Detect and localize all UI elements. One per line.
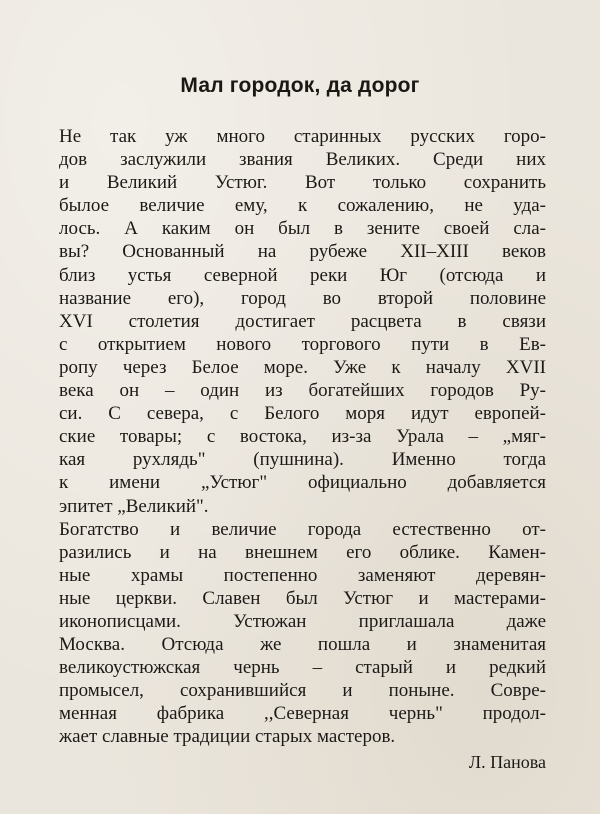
text-line: Москва. Отсюда же пошла и знаменитая <box>59 634 546 656</box>
paragraph-1 <box>59 125 546 518</box>
text-line: Не так уж много старинных русских горо- <box>59 126 546 147</box>
text-line: былое величие ему, к сожалению, не уда- <box>59 195 546 217</box>
article-title: Мал городок, да дорог <box>180 74 420 97</box>
text-line: лось. А каким он был в зените своей сла- <box>59 218 546 240</box>
text-line: промысел, сохранившийся и поныне. Совре- <box>59 680 546 702</box>
text-line: кая рухлядь" (пушнина). Именно тогда <box>59 449 546 471</box>
text-line: с открытием нового торгового пути в Ев- <box>59 333 546 355</box>
text-line: и Великий Устюг. Вот только сохранить <box>59 172 546 194</box>
text-line: название его), город во второй половине <box>59 287 546 309</box>
text-line: ропу через Белое море. Уже к началу XVII <box>59 356 546 378</box>
text-line: XVI столетия достигает расцвета в связи <box>59 310 546 332</box>
text-line: дов заслужили звания Великих. Среди них <box>59 149 546 171</box>
article-body <box>59 125 546 749</box>
text-line: близ устья северной реки Юг (отсюда и <box>59 264 546 286</box>
text-line: великоустюжская чернь – старый и редкий <box>59 657 546 679</box>
text-line: вы? Основанный на рубеже XII–XIII веков <box>59 241 546 263</box>
text-line: иконописцами. Устюжан приглашала даже <box>59 610 546 632</box>
text-line: века он – один из богатейших городов Ру- <box>59 380 546 402</box>
text-line: си. С севера, с Белого моря идут европей- <box>59 403 546 425</box>
author-signature: Л. Панова <box>468 752 546 772</box>
text-line: ные храмы постепенно заменяют деревян- <box>59 564 546 586</box>
text-line: менная фабрика ,,Северная чернь" продол- <box>59 703 546 725</box>
text-line: Богатство и величие города естественно от- <box>59 518 546 540</box>
text-line: разились и на внешнем его облике. Камен- <box>59 541 546 563</box>
text-line: ские товары; с востока, из-за Урала – „мяг- <box>59 426 546 448</box>
text-line: жает славные традиции старых мастеров. <box>59 726 396 748</box>
text-line: эпитет „Великий". <box>59 495 209 517</box>
text-line: ные церкви. Славен был Устюг и мастерами- <box>59 587 546 609</box>
text-line: к имени „Устюг" официально добавляется <box>59 472 546 494</box>
paragraph-2 <box>59 518 546 749</box>
